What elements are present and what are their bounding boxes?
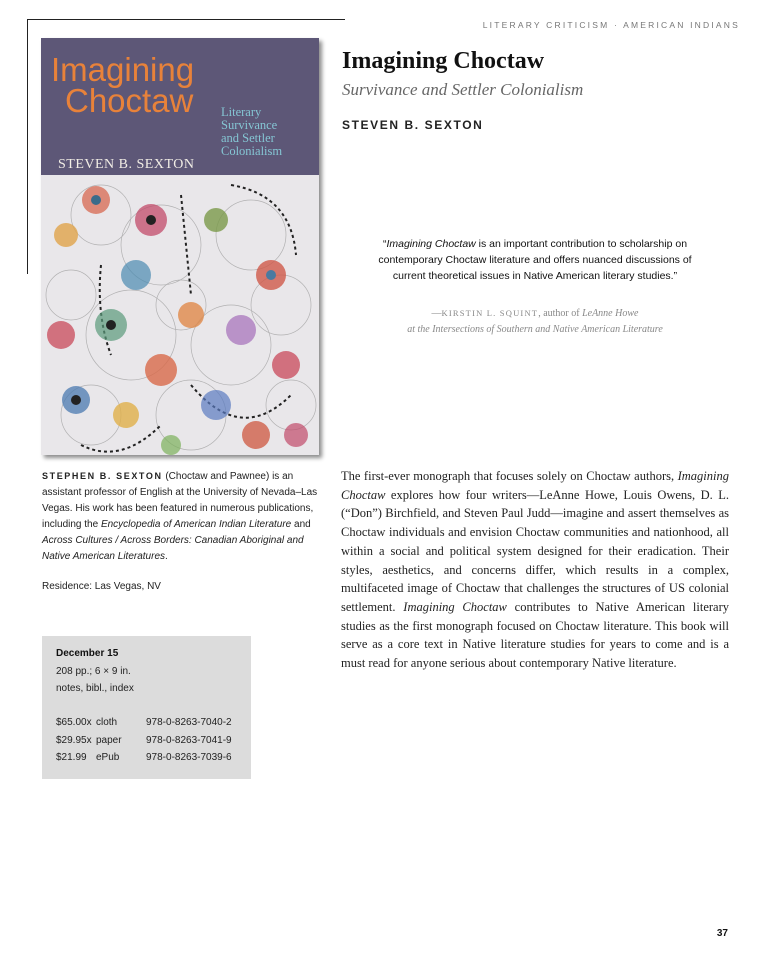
cover-subtitle-line: Survivance <box>221 118 278 132</box>
price: $65.00x <box>56 717 92 728</box>
cover-author: STEVEN B. SEXTON <box>58 157 195 172</box>
cover-title-line2: Choctaw <box>65 82 194 119</box>
desc-text: The first-ever monograph that focuses solely on Choctaw authors, <box>341 469 678 483</box>
bio-text: (Choctaw and Pawnee) is an assistant professor of English at the University of Nevada–Las Vegas. His work has been featured in numerous publications, including the <box>42 471 318 530</box>
quote-open-mark: “ <box>382 238 387 250</box>
bio-author-name: STEPHEN B. SEXTON <box>42 471 163 481</box>
pub-date: December 15 <box>56 648 119 659</box>
isbn: 978-0-8263-7040-2 <box>146 717 232 728</box>
cover-title-line1: Imagining <box>51 51 195 88</box>
corner-rule-vertical <box>27 19 28 274</box>
cover-subtitle-line: Literary <box>221 105 262 119</box>
book-cover <box>41 38 319 455</box>
cover-artwork <box>41 175 319 455</box>
attribution-book-part1: LeAnne Howe <box>582 308 639 319</box>
pub-specs: 208 pp.; 6 × 9 in. <box>56 666 131 677</box>
book-author: STEVEN B. SEXTON <box>342 118 484 132</box>
attribution-name: KIRSTIN L. SQUINT <box>441 308 539 318</box>
bio-publication: Encyclopedia of American Indian Literature <box>100 519 292 530</box>
price-row <box>56 752 246 766</box>
cover-subtitle-line: and Settler <box>221 131 275 145</box>
price: $29.95x <box>56 735 92 746</box>
desc-title: Imagining Choctaw <box>403 599 507 614</box>
author-residence: Residence: Las Vegas, NV <box>42 581 161 592</box>
bio-publication: Across Cultures / Across Borders: Canadian Aboriginal and Native American Literatures <box>42 535 304 562</box>
desc-text: contributes to Native American literary studies as the first monograph focused on Choctaw literature. This book will serve as a core text in Native literature studies for years to come and is a must read for anyone serious about contemporary Native literature. <box>341 599 730 671</box>
format: paper <box>96 735 122 746</box>
category-header: LITERARY CRITICISM · AMERICAN INDIANS <box>482 20 740 30</box>
desc-text: explores how four writers—LeAnne Howe, Louis Owens, D. L. (“Don”) Birchfield, and Steven Paul Judd—imagine and assert themselves as Choctaw individuals and envision Choctaw communities and nationhood, all within a social and political system designed for their eradication. Their styles, aesthetics, and concerns differ, which results in a complex, multifaceted image of Choctaw that challenges the structures of US colonial settlement. <box>341 487 729 614</box>
desc-title: Imagining Choctaw <box>341 469 729 502</box>
corner-rule-horizontal <box>27 19 345 20</box>
publication-info-box <box>42 636 251 779</box>
quote-book-title: Imagining Choctaw <box>386 238 476 250</box>
quote-text: is an important contribution to scholarship on contemporary Choctaw literature and offers nuanced discussions of current theoretical issues in Native American literary studies.” <box>378 238 692 282</box>
cover-title <box>51 51 195 119</box>
cover-subtitle <box>221 106 316 158</box>
isbn: 978-0-8263-7041-9 <box>146 735 232 746</box>
cover-subtitle-line: Colonialism <box>221 144 283 158</box>
attribution-dash: — <box>431 308 442 319</box>
format: ePub <box>96 752 120 763</box>
price-row <box>56 717 246 731</box>
blurb-attribution <box>372 305 698 338</box>
attribution-mid: , author of <box>538 308 583 319</box>
bio-text: and <box>291 519 311 530</box>
attribution-book-part2: at the Intersections of Southern and Native American Literature <box>407 324 663 335</box>
book-title: Imagining Choctaw <box>342 48 545 74</box>
price: $21.99 <box>56 752 87 763</box>
page-number: 37 <box>716 928 728 939</box>
format: cloth <box>96 717 118 728</box>
blurb-quote <box>372 236 698 284</box>
author-bio <box>42 468 322 565</box>
bio-text: . <box>165 551 168 562</box>
book-description <box>341 467 729 673</box>
artwork-flowers <box>47 186 308 455</box>
isbn: 978-0-8263-7039-6 <box>146 752 232 763</box>
price-row <box>56 735 246 749</box>
pub-extras: notes, bibl., index <box>56 683 134 694</box>
book-subtitle: Survivance and Settler Colonialism <box>342 80 584 99</box>
